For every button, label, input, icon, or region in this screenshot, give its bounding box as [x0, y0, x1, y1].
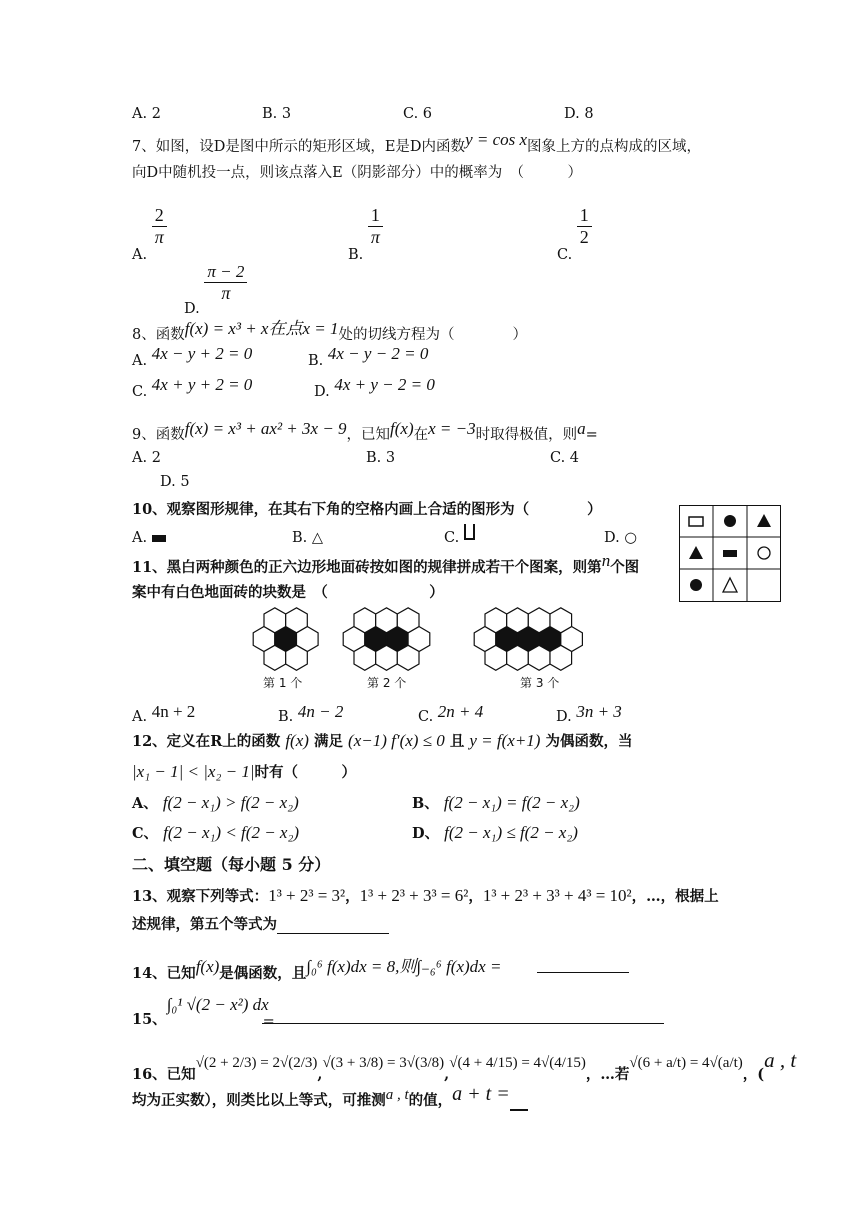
denominator: 2 [577, 226, 592, 248]
q10-option-a [132, 530, 166, 546]
numerator: 1 [579, 205, 589, 225]
q16-answer-blank[interactable] [510, 1095, 528, 1111]
q16-stem-line2 [132, 1083, 528, 1111]
q8-option-a [132, 344, 253, 370]
option-label: C、 [132, 825, 159, 842]
option-label: A、 [132, 795, 158, 812]
q12-stem-part: 时有（ ） [254, 764, 357, 781]
q12-option-d [412, 822, 578, 843]
q16-label: 16、已知 [132, 1066, 196, 1083]
option-label: B. [348, 246, 364, 263]
filled-bar-icon [152, 535, 166, 542]
q15-answer-blank[interactable] [262, 1008, 664, 1024]
q11-option-c [418, 702, 484, 726]
q10-option-b: B. △ [292, 530, 324, 546]
option-label: B、 [412, 795, 439, 812]
q16-eq2: √(3 + 3/8) = 3√(3/8) [322, 1055, 445, 1071]
white-hex-tile [286, 645, 308, 670]
white-hex-tile [397, 645, 419, 670]
q14-integral: ∫₀⁶ f(x)dx = 8,则∫₋₆⁶ f(x)dx = [306, 957, 502, 976]
option-label: D. [184, 301, 200, 317]
denominator: π [204, 282, 247, 304]
q13-stem-line1: 13、观察下列等式：1³ + 2³ = 3²，1³ + 2³ + 3³ = 6²，1³ + 2³ + 3³ + 4³ = 10²，…，根据上 [132, 886, 719, 905]
q7-option-d [184, 262, 247, 317]
fraction [577, 205, 592, 248]
option-expr: 4x − y − 2 = 0 [327, 344, 429, 363]
q9-option-c: C. 4 [550, 450, 580, 466]
option-label: C. [444, 530, 460, 546]
q8-function: f(x) = x³ + x在点x = 1 [184, 319, 339, 338]
q7-option-a [132, 205, 167, 263]
q12-R: R [210, 733, 223, 750]
option-expr: 3n + 3 [576, 702, 622, 721]
q6-option-b: B. 3 [262, 106, 292, 122]
open-bracket-icon [464, 524, 475, 540]
q12-condition: (x−1) f′(x) ≤ 0 [348, 731, 445, 750]
option-expr: 4x + y − 2 = 0 [334, 375, 435, 394]
q11-stem-part: 个图 [610, 559, 640, 576]
q16-stem-line1: 16、已知√(2 + 2/3) = 2√(2/3),√(3 + 3/8) = 3√(3/8),√(4 + 4/15) = 4√(4/15)，…若√(6 + a/t) = 4√(a/t)，(a , t [132, 1048, 797, 1083]
q12-option-a [132, 792, 299, 813]
q12-inequality: |x₁ − 1| < |x₂ − 1| [132, 762, 255, 781]
fraction [152, 205, 167, 248]
q9-stem-part: 时取得极值，则 [475, 427, 578, 443]
q13-stem-line2 [132, 913, 389, 934]
q6-option-a: A. 2 [132, 106, 161, 122]
q16-stem-part: 均为正实数），则类比以上等式，可推测 [132, 1092, 386, 1109]
option-label: C. [418, 709, 434, 725]
q15-integral: ∫₀¹ √(2 − x²) dx [166, 995, 269, 1014]
q9-option-d: D. 5 [160, 474, 190, 490]
option-label: A. [132, 530, 148, 546]
q8-option-b [308, 344, 429, 370]
denominator: π [368, 226, 383, 248]
q9-stem-part: ，已知 [346, 427, 391, 443]
q10-option-c [444, 530, 475, 546]
q11-stem-line1 [132, 551, 640, 577]
option-expr: 4n − 2 [297, 702, 344, 721]
option-label: C. [132, 384, 148, 400]
option-label: D. [556, 709, 572, 725]
option-label: D. [314, 384, 330, 400]
q11-option-b [278, 702, 344, 726]
q11-n: n [601, 551, 611, 570]
q9-option-a: A. 2 [132, 450, 161, 466]
q9-stem-part: 在 [413, 427, 429, 443]
q12-even-fn: y = f(x+1) [469, 731, 541, 750]
option-expr: f(2 − x₁) ≤ f(2 − x₂) [444, 823, 578, 842]
q11-option-d [556, 702, 622, 726]
option-label: A. [132, 246, 148, 263]
q12-stem-line1 [132, 730, 633, 751]
white-hex-tile [550, 645, 572, 670]
white-hex-tile [507, 645, 529, 670]
q12-stem-part: 12、定义在 [132, 733, 211, 750]
q10-option-d: D. ○ [604, 530, 637, 546]
q13-eq3: 1³ + 2³ + 3³ + 4³ = 10² [482, 886, 632, 905]
q14-fx: f(x) [195, 957, 220, 976]
option-expr: 4x + y + 2 = 0 [151, 375, 253, 394]
q7-option-b [348, 205, 383, 263]
q16-eq1: √(2 + 2/3) = 2√(2/3) [195, 1055, 318, 1071]
denominator: π [152, 226, 167, 248]
q9-xval: x = −3 [428, 419, 476, 438]
white-hex-tile [528, 608, 550, 633]
option-expr: 4x − y + 2 = 0 [151, 344, 253, 363]
filled-circle-icon [690, 579, 702, 591]
q11-option-a [132, 702, 196, 726]
q16-eq3: √(4 + 4/15) = 4√(4/15) [449, 1055, 586, 1071]
option-expr: 2n + 4 [437, 702, 484, 721]
q7-function: y = cos x [465, 130, 528, 149]
option-expr: f(2 − x₁) > f(2 − x₂) [162, 793, 299, 812]
q11-stem-part: 11、黑白两种颜色的正六边形地面砖按如图的规律拼成若干个图案，则第 [132, 559, 602, 576]
white-hex-tile [485, 645, 507, 670]
white-hex-tile [528, 645, 550, 670]
numerator: 2 [154, 205, 164, 225]
q9-fx: f(x) [390, 419, 414, 438]
q14-stem [132, 958, 501, 983]
q15-label: 15、 [132, 1011, 167, 1028]
q16-stem-part: ，…若 [585, 1066, 630, 1083]
filled-rect-icon [723, 550, 737, 557]
q10-stem: 10、观察图形规律，在其右下角的空格内画上合适的图形为（ ） [132, 501, 602, 518]
q16-sum: a + t = [452, 1083, 510, 1105]
q6-option-d: D. 8 [564, 106, 594, 122]
q16-at2: a , t [385, 1087, 409, 1103]
fraction [204, 262, 247, 304]
q7-stem-part: 图象上方的点构成的区域， [527, 139, 702, 155]
q13-stem-part: 述规律，第五个等式为 [132, 916, 277, 933]
q9-function: f(x) = x³ + ax² + 3x − 9 [184, 419, 347, 438]
q9-stem-part: 9、函数 [132, 427, 185, 443]
q9-option-b: B. 3 [366, 450, 396, 466]
q12-option-b [412, 792, 580, 813]
hex-caption-3: 第 3 个 [520, 676, 560, 690]
q13-stem-part: ，…，根据上 [631, 888, 719, 905]
white-hex-tile [264, 645, 286, 670]
q14-stem-part: 14、已知 [132, 965, 196, 982]
white-hex-tile [485, 608, 507, 633]
option-label: B. [278, 709, 294, 725]
q13-stem-part: 13、观察下列等式： [132, 888, 269, 905]
q9-a: a [577, 419, 586, 438]
q8-stem [132, 319, 527, 344]
white-hex-tile [354, 645, 376, 670]
white-hex-tile [550, 608, 572, 633]
white-hex-tile [286, 608, 308, 633]
hex-caption-2: 第 2 个 [367, 676, 407, 690]
q13-eq2: 1³ + 2³ + 3³ = 6² [359, 886, 469, 905]
q16-stem-part: 的值， [408, 1092, 453, 1109]
white-hex-tile [376, 645, 398, 670]
q12-stem-part: 满足 [313, 733, 343, 750]
option-label: A. [132, 709, 148, 725]
q12-stem-part: 为偶函数，当 [545, 733, 633, 750]
q11-stem-line2: 案中有白色地面砖的块数是 （ ） [132, 584, 444, 601]
option-label: B. [308, 353, 324, 369]
answer-blank[interactable] [277, 917, 389, 934]
q16-stem-part: ，( [742, 1066, 765, 1083]
q8-option-d [314, 375, 435, 401]
white-hex-tile [376, 608, 398, 633]
pattern-grid [679, 505, 781, 606]
filled-circle-icon [724, 515, 736, 527]
fraction [368, 205, 383, 248]
option-label: A. [132, 353, 148, 369]
q8-stem-part: 8、函数 [132, 327, 185, 343]
white-hex-tile [264, 608, 286, 633]
hex-caption-1: 第 1 个 [263, 676, 303, 690]
q7-stem-line1 [132, 130, 702, 156]
option-expr: f(2 − x₁) < f(2 − x₂) [163, 823, 300, 842]
option-expr: 4n + 2 [151, 702, 196, 721]
numerator: 1 [370, 205, 380, 225]
section-heading: 二、填空题（每小题 5 分） [132, 855, 331, 874]
q9-equals: = [585, 427, 598, 443]
q16-eq4: √(6 + a/t) = 4√(a/t) [629, 1055, 743, 1071]
q12-stem-part: 上的函数 [222, 733, 281, 750]
q16-at: a , t [764, 1048, 797, 1072]
q12-fx: f(x) [285, 731, 309, 750]
q12-stem-part: 且 [449, 733, 465, 750]
q15-stem [132, 995, 281, 1030]
q13-eq1: 1³ + 2³ = 3² [268, 886, 346, 905]
white-hex-tile [507, 608, 529, 633]
q7-option-c [557, 205, 592, 263]
q14-stem-part: 是偶函数，且 [219, 965, 307, 982]
q6-option-c: C. 6 [403, 106, 433, 122]
q7-stem-line2: 向D中随机投一点，则该点落入E（阴影部分）中的概率为 （ ） [132, 165, 582, 181]
option-label: D、 [412, 825, 440, 842]
q9-stem [132, 419, 598, 444]
q15-equals: = [262, 1014, 275, 1030]
q14-answer-blank[interactable] [537, 960, 629, 973]
option-label: C. [557, 246, 573, 263]
numerator: π − 2 [207, 262, 245, 281]
q8-option-c [132, 375, 253, 401]
q7-stem-part: 7、如图，设D是图中所示的矩形区域，E是D内函数 [132, 139, 466, 155]
white-hex-tile [397, 608, 419, 633]
q12-stem-line2 [132, 761, 356, 782]
option-expr: f(2 − x₁) = f(2 − x₂) [443, 793, 580, 812]
white-hex-tile [354, 608, 376, 633]
q12-option-c [132, 822, 299, 843]
q8-stem-part: 处的切线方程为（ ） [338, 327, 527, 343]
